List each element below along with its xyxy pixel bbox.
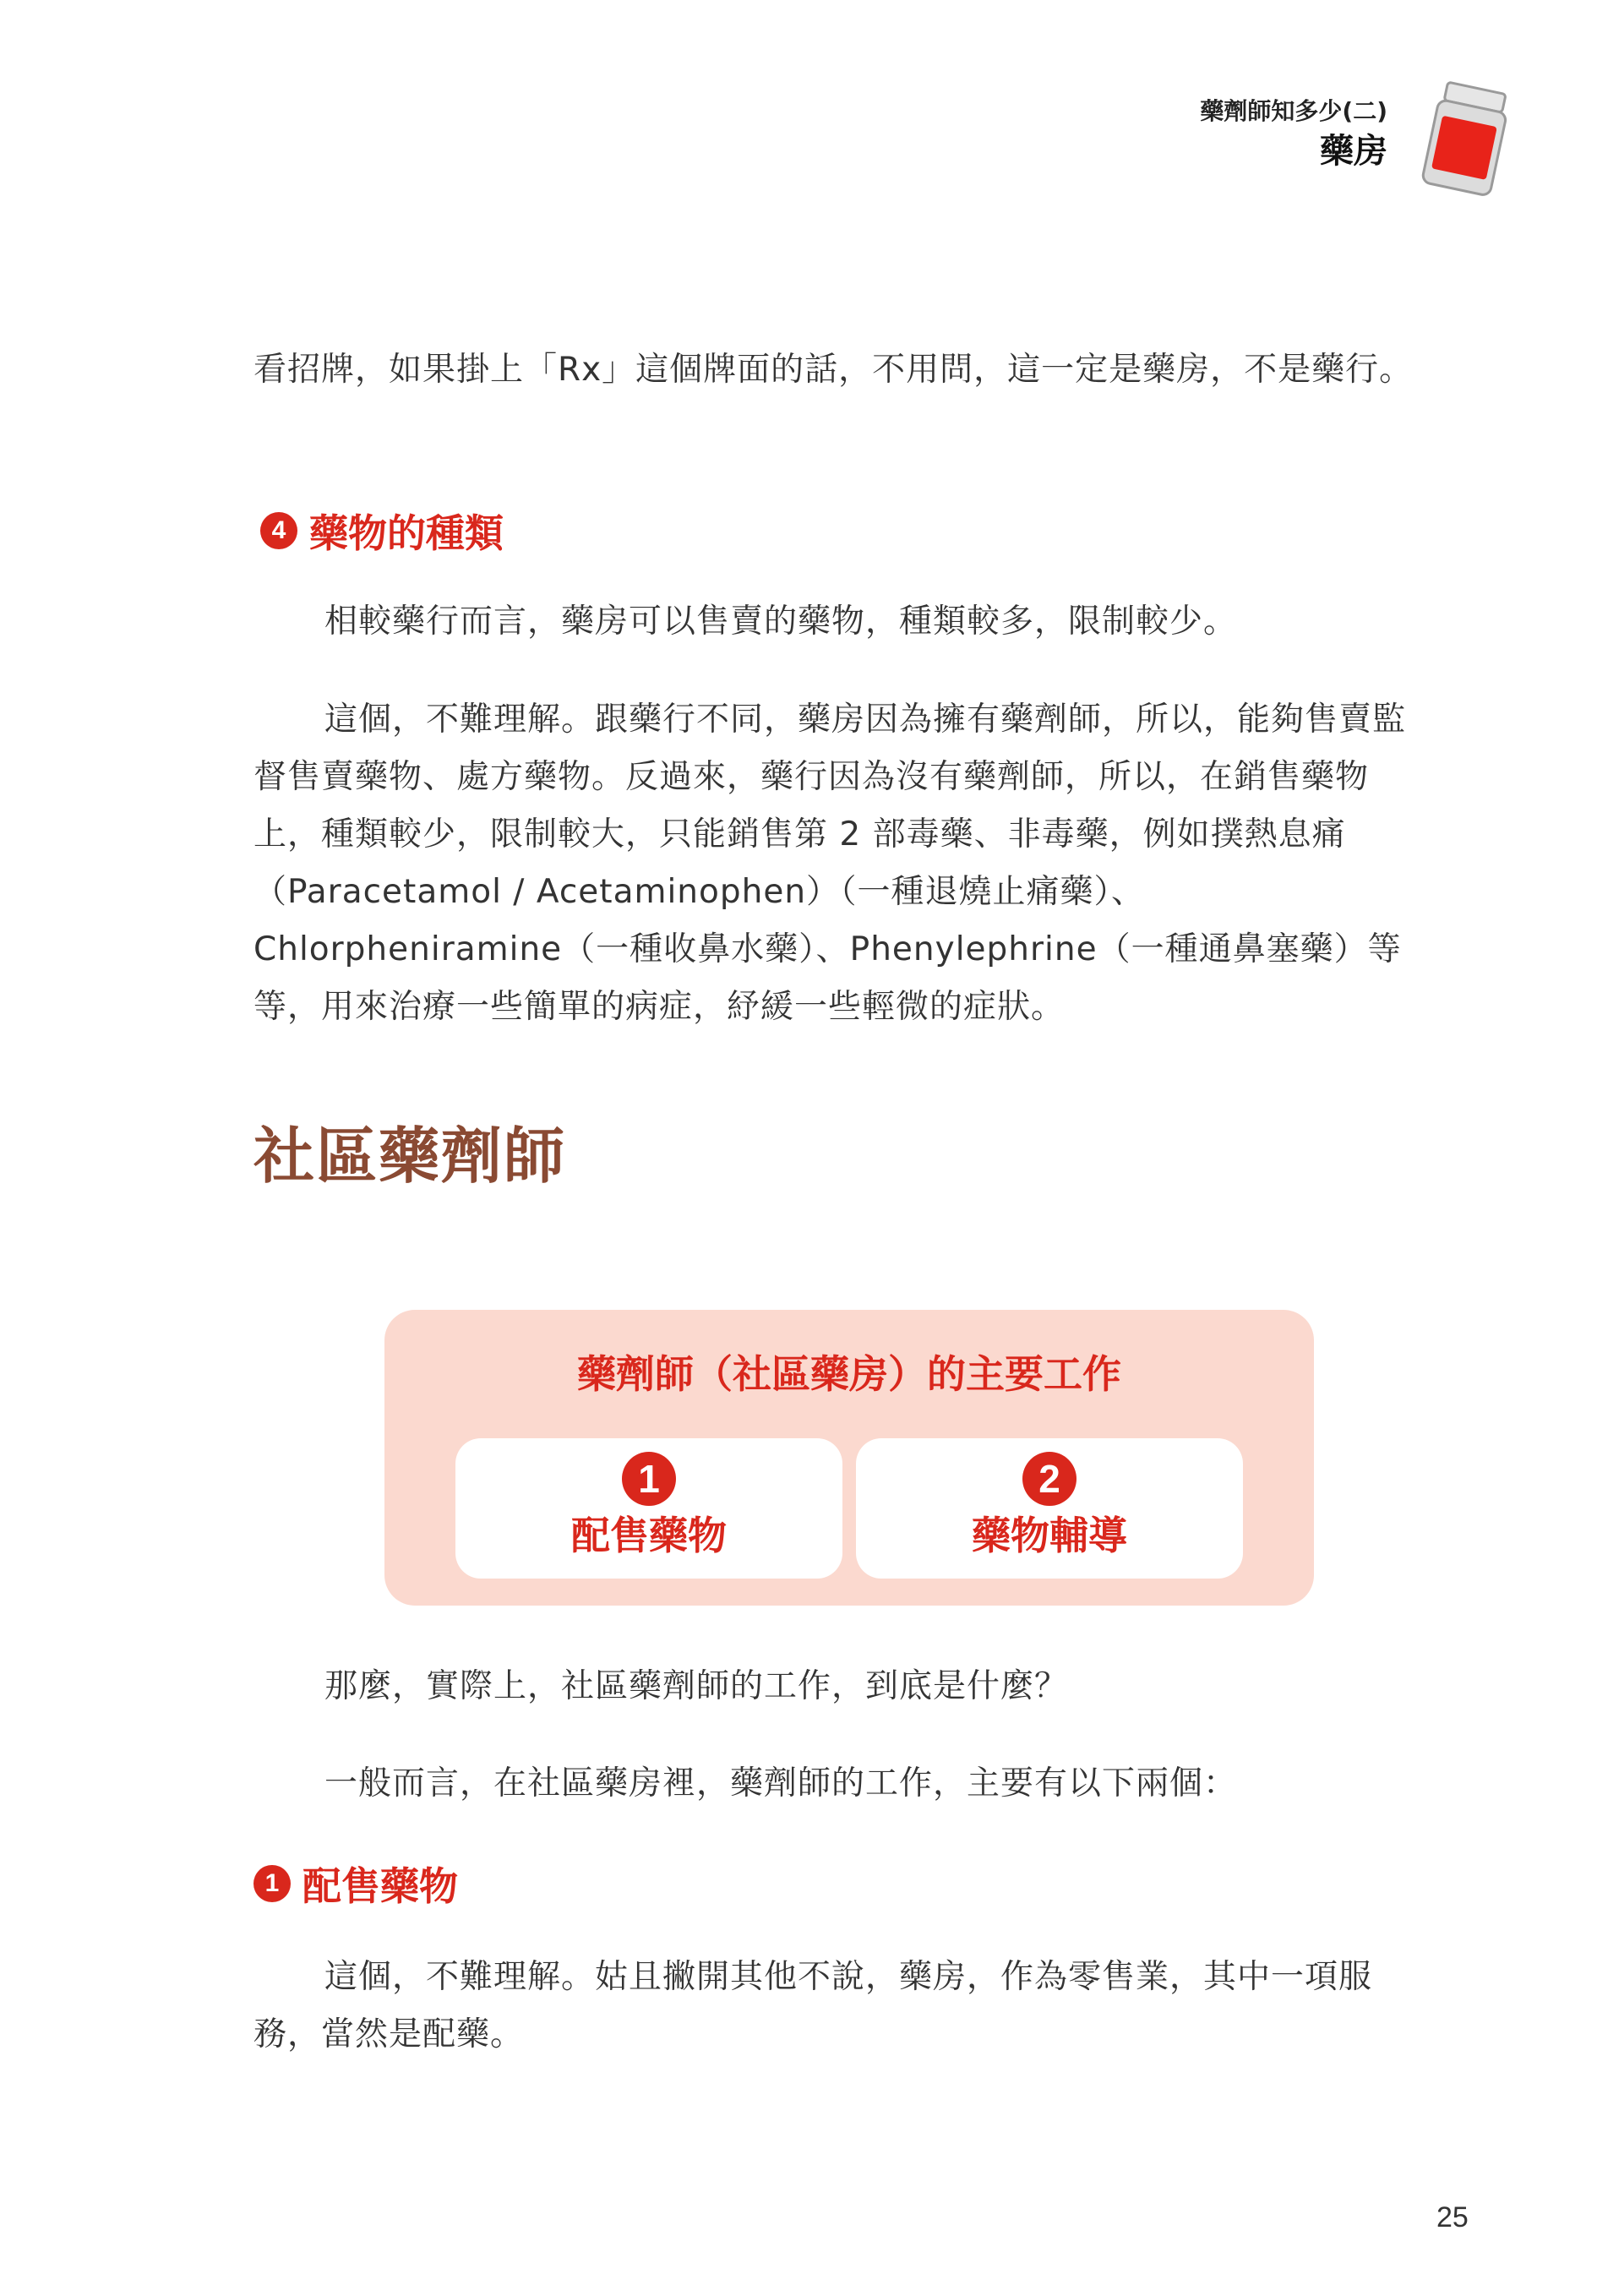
header-chapter-title: 藥房 — [1320, 132, 1387, 171]
number-1-badge: 1 — [622, 1452, 676, 1506]
header-series-title: 藥劑師知多少(二) — [1200, 97, 1387, 125]
duty-card-label: 藥物輔導 — [972, 1513, 1127, 1558]
subheading-drug-types — [260, 503, 504, 559]
subheading-drug-types-label: 藥物的種類 — [309, 510, 504, 556]
paragraph-drug-range: 相較藥行而言，藥房可以售賣的藥物，種類較多，限制較少。 — [324, 603, 1238, 641]
paragraph-question: 那麼，實際上，社區藥劑師的工作，到底是什麼？ — [324, 1667, 1069, 1705]
diagram-title: 藥劑師（社區藥房）的主要工作 — [577, 1351, 1121, 1397]
paragraph-dispensing: 這個，不難理解。姑且撇開其他不說，藥房，作為零售業，其中一項服務，當然是配藥。 — [253, 1958, 1373, 2053]
section-title-community-pharmacist: 社區藥劑師 — [253, 1121, 567, 1192]
subheading-dispensing — [253, 1856, 458, 1912]
duty-card-label: 配售藥物 — [571, 1513, 727, 1558]
paragraph-pharmacy-vs-drugstore: 這個，不難理解。跟藥行不同，藥房因為擁有藥劑師，所以，能夠售賣監督售賣藥物、處方藥物。反過來，藥行因為沒有藥劑師，所以，在銷售藥物上，種類較少，限制較大，只能銷售第 2 部毒藥、非毒藥，例如撲熱息痛（Paracetamol / Acetaminophen）（一種退燒止痛藥）、Chlorpheniramine（一種收鼻水藥）、Phenylephrine（一種通鼻塞藥）等等，用來治療一些簡單的病症，紓緩一些輕微的症狀。 — [253, 701, 1407, 1026]
duty-card-counselling — [856, 1438, 1243, 1579]
paragraph-two-duties: 一般而言，在社區藥房裡，藥劑師的工作，主要有以下兩個： — [324, 1764, 1238, 1802]
page-number: 25 — [1436, 2201, 1469, 2233]
number-2-badge: 2 — [1022, 1452, 1076, 1506]
medicine-bottle-icon — [1420, 80, 1513, 199]
main-duties-diagram — [384, 1310, 1314, 1606]
paragraph-signboard: 看招牌，如果掛上「Rx」這個牌面的話，不用問，這一定是藥房，不是藥行。 — [253, 351, 1414, 389]
number-4-badge: 4 — [260, 512, 297, 549]
running-header — [1200, 95, 1387, 174]
number-1-badge: 1 — [253, 1865, 291, 1902]
duty-card-dispensing — [455, 1438, 842, 1579]
subheading-dispensing-label: 配售藥物 — [303, 1863, 458, 1909]
